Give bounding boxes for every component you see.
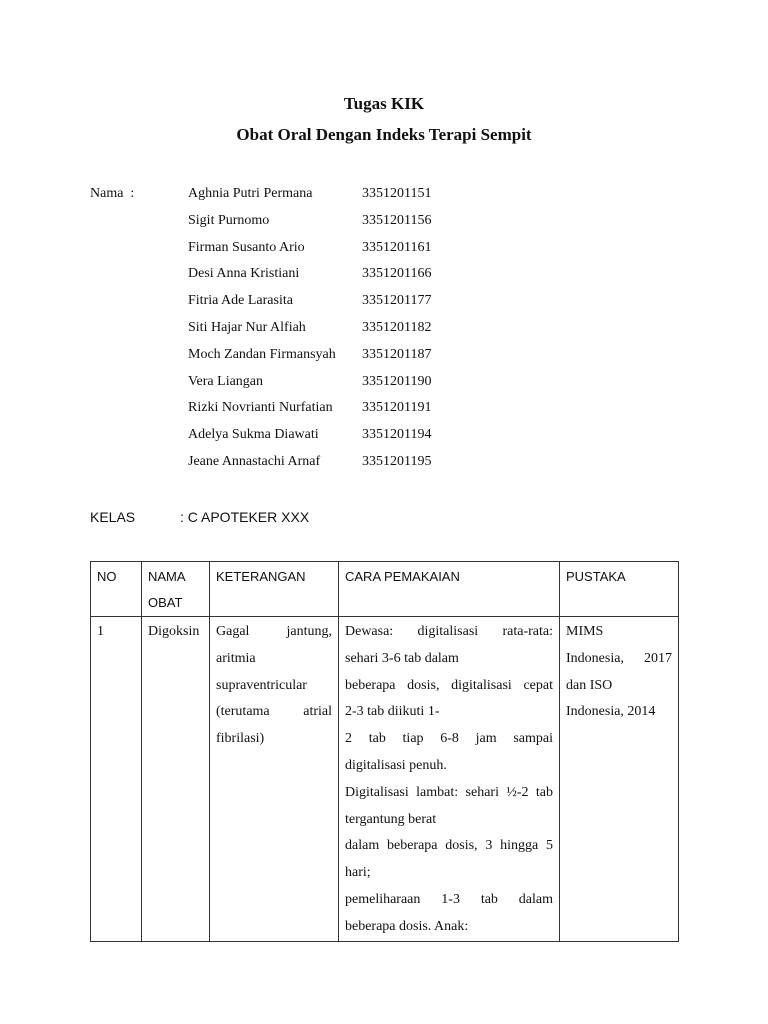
member-name: Siti Hajar Nur Alfiah [188,319,306,335]
cara-line: dalam beberapa dosis, 3 hingga 5 [345,838,553,854]
member-nim: 3351201194 [362,427,432,443]
keterangan-line: fibrilasi) [216,731,265,747]
member-name: Fitria Ade Larasita [188,293,293,309]
header-pustaka: PUSTAKA [560,562,679,617]
kelas-value: : C APOTEKER XXX [180,509,310,525]
header-no: NO [91,562,142,617]
cell-cara-pemakaian [339,617,560,942]
cell-no: 1 [91,617,142,942]
pustaka-line: Indonesia, 2014 [566,704,656,720]
pustaka-line: MIMS [566,624,604,639]
member-name: Vera Liangan [188,373,264,389]
cara-line: beberapa dosis, digitalisasi cepat [345,677,553,693]
table-header-row [91,562,679,617]
member-name: Firman Susanto Ario [188,239,305,255]
header-keterangan: KETERANGAN [210,562,339,617]
cara-line: tergantung berat [345,811,437,827]
kelas-label: KELAS [90,509,136,525]
member-name: Aghnia Putri Permana [188,186,313,201]
member-name: Jeane Annastachi Arnaf [188,453,321,469]
keterangan-line: aritmia [216,650,256,666]
keterangan-line: Gagal jantung, [216,624,332,639]
member-nim: 3351201151 [362,186,432,201]
member-name: Desi Anna Kristiani [188,266,300,282]
header-nama-obat: NAMA OBAT [142,562,210,617]
cell-keterangan [210,617,339,942]
member-name: Sigit Purnomo [188,212,270,228]
cara-line: Dewasa: digitalisasi rata-rata: [345,624,553,639]
member-nim: 3351201187 [362,346,432,362]
cara-line: Digitalisasi lambat: sehari ½-2 tab [345,784,553,800]
header-cara-pemakaian: CARA PEMAKAIAN [339,562,560,617]
document-subtitle: Obat Oral Dengan Indeks Terapi Sempit [236,125,532,144]
keterangan-line: (terutama atrial [216,704,332,720]
cell-pustaka [560,617,679,942]
cara-line: 2 tab tiap 6-8 jam sampai [345,731,553,747]
member-nim: 3351201190 [362,373,432,389]
cell-nama-obat: Digoksin [142,617,210,942]
pustaka-line: Indonesia, 2017 [566,650,672,666]
member-nim: 3351201166 [362,266,432,282]
cara-line: sehari 3-6 tab dalam [345,650,459,666]
nama-label: Nama : [90,186,135,201]
member-name: Moch Zandan Firmansyah [188,346,336,362]
member-nim: 3351201195 [362,453,432,469]
cara-line: beberapa dosis. Anak: [345,918,469,934]
keterangan-line: supraventricular [216,677,307,693]
document-title: Tugas KIK [343,94,425,113]
member-name: Adelya Sukma Diawati [188,427,319,443]
drug-table [90,561,679,942]
cara-line: hari; [345,865,371,881]
member-nim: 3351201191 [362,400,432,416]
pustaka-line: dan ISO [566,677,613,693]
cara-line: 2-3 tab diikuti 1- [345,704,440,720]
member-name: Rizki Novrianti Nurfatian [188,400,333,416]
member-nim: 3351201156 [362,212,432,228]
member-nim: 3351201161 [362,239,432,255]
member-nim: 3351201177 [362,293,432,309]
member-nim: 3351201182 [362,319,432,335]
table-row [91,617,679,942]
cara-line: pemeliharaan 1-3 tab dalam [345,891,553,907]
cara-line: digitalisasi penuh. [345,757,447,773]
